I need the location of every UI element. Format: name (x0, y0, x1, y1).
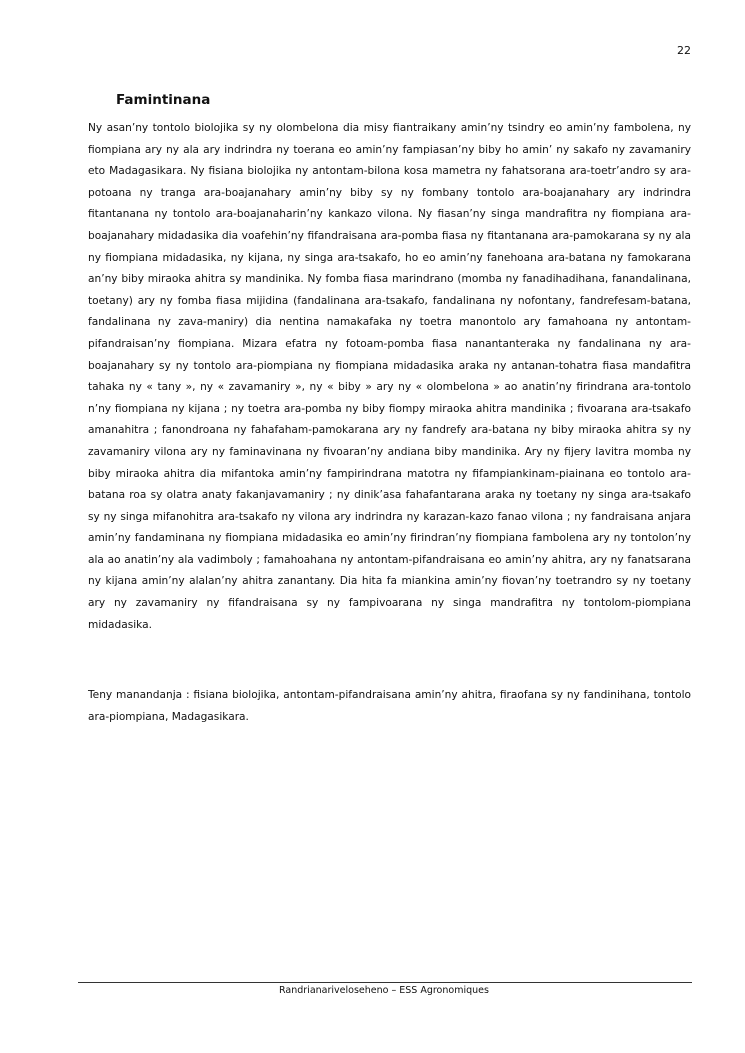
keywords-paragraph: Teny manandanja : fisiana biolojika, antontam-pifandraisana amin’ny ahitra, firaofana sy ny fandinihana, tontolo ara-piompiana, Madagasikara. (88, 689, 691, 723)
page-number: 22 (677, 44, 691, 57)
footer-author: Randrianariveloseheno – ESS Agronomiques (279, 985, 489, 996)
footer-divider (78, 982, 692, 983)
summary-body: Ny asan’ny tontolo biolojika sy ny olombelona dia misy fiantraikany amin’ny tsindry eo amin’ny fambolena, ny fiompiana ary ny ala ary indrindra ny toerana eo amin’ny fampiasan’ny biby ho amin’ ny sakafo ny zavamaniry eto Madagasikara. Ny fisiana biolojika ny antontam-bilona kosa mametra ny fahatsorana ara-toetr’andro sy ara-potoana ny tranga ara-boajanahary amin’ny biby sy ny fombany tontolo ara-boajanahary ary indrindra fitantanana ny tontolo ara-boajanaharin’ny kankazo vilona. Ny fiasan’ny singa mandrafitra ny fiompiana ara-boajanahary midadasika dia voafehin’ny fifandraisana ara-pomba fiasa ny fitantanana ara-pamokarana sy ny ala ny fiompiana midadasika, ny kijana, ny singa ara-tsakafo, ho eo amin’ny fanehoana ara-batana ny famokarana an’ny biby miraoka ahitra sy mandinika. Ny fomba fiasa marindrano (momba ny fanadihadihana, fanandalinana, toetany) ary ny fomba fiasa mijidina (fandalinana ara-tsakafo, fandalinana ny nofontany, fandrefesam-batana, fandalinana ny zava-maniry) dia nentina namakafaka ny toetra manontolo ary famahoana ny antontam-pifandraisan’ny fiompiana. Mizara efatra ny fotoam-pomba fiasa nanantanteraka ny fandalinana ny ara-boajanahary sy ny tontolo ara-piompiana ny fiompiana midadasika araka ny antanan-tohatra fiasa mandafitra tahaka ny « tany », ny « zavamaniry », ny « biby » ary ny « olombelona » ao anatin’ny firindrana ara-tontolo n’ny fiompiana ny kijana ; ny toetra ara-pomba ny biby fiompy miraoka ahitra mandinika ; fivoarana ara-tsakafo amanahitra ; fanondroana ny fahafaham-pamokarana ary ny fandrefy ara-batana ny biby miraoka ahitra sy ny zavamaniry vilona ary ny faminavinana ny fivoaran’ny andiana biby mandinika. Ary ny fijery lavitra momba ny biby miraoka ahitra dia mifantoka amin’ny fampirindrana matotra ny fifampiankinam-piainana eo tontolo ara-batana roa sy olatra anaty fakanjavamaniry ; ny dinik’asa fahafantarana araka ny toetany ny singa ara-tsakafo sy ny singa mifanohitra ara-tsakafo ny vilona ary indrindra ny karazan-kazo fanao vilona ; ny fandraisana anjara amin’ny fandaminana ny fiompiana midadasika eo amin’ny firindran’ny fiompiana fambolena ary ny tontolon’ny ala ao anatin’ny ala vadimboly ; famahoahana ny antontam-pifandraisana eo amin’ny ahitra, ary ny fanatsarana ny kijana amin’ny alalan’ny ahitra zanantany. Dia hita fa miankina amin’ny fiovan’ny toetrandro sy ny toetany ary ny zavamaniry ny fifandraisana sy ny fampivoarana ny singa mandrafitra ny tontolom-piompiana midadasika. (88, 122, 691, 631)
summary-heading: Famintinana (116, 92, 211, 108)
